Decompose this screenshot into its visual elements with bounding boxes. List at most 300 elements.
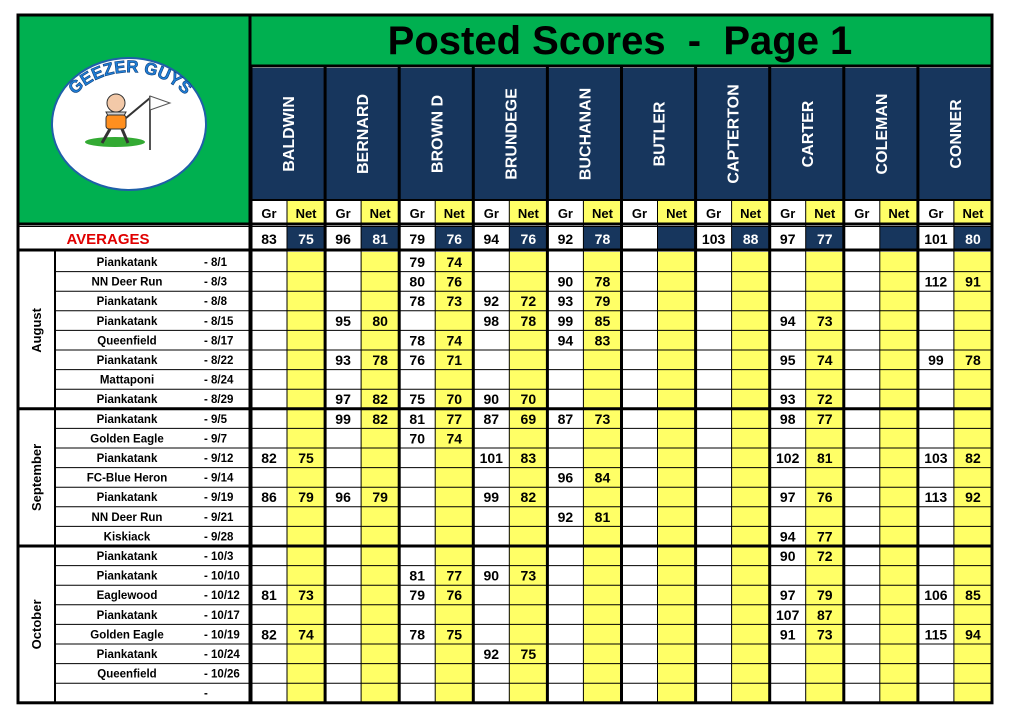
net-cell-bg <box>806 683 844 703</box>
net-cell-bg <box>287 350 325 370</box>
net-cell-bg <box>658 605 696 625</box>
course-name: Mattaponi <box>99 374 155 387</box>
course-name: Piankatank <box>96 492 158 505</box>
net-cell-bg <box>658 487 696 507</box>
avg-gross: 96 <box>335 231 351 247</box>
net-cell-bg <box>954 605 992 625</box>
course-name: NN Deer Run <box>91 276 163 289</box>
avg-net: 78 <box>594 231 611 247</box>
gross-score: 97 <box>335 391 351 408</box>
net-score: 76 <box>816 489 833 506</box>
course-name: Piankatank <box>96 570 158 583</box>
avg-net-bg <box>880 227 918 249</box>
net-cell-bg <box>954 507 992 527</box>
gross-score: 90 <box>483 567 500 584</box>
net-score: 84 <box>594 469 611 486</box>
course-name: Piankatank <box>96 257 158 269</box>
net-cell-bg <box>658 252 696 272</box>
round-date: - 8/22 <box>204 355 234 367</box>
round-date: - 8/8 <box>204 296 228 309</box>
player-name: CONNER <box>947 99 965 169</box>
net-cell-bg <box>583 370 621 390</box>
gross-score: 81 <box>409 567 425 584</box>
net-cell-bg <box>880 507 918 527</box>
course-name: NN Deer Run <box>91 511 163 524</box>
round-date: - 10/17 <box>204 609 240 622</box>
round-date: - 8/15 <box>204 315 234 328</box>
gross-score: 94 <box>779 312 796 329</box>
net-cell-bg <box>583 526 621 546</box>
net-cell-bg <box>287 389 325 409</box>
gross-score: 87 <box>557 410 574 427</box>
net-score: 71 <box>446 352 463 368</box>
net-cell-bg <box>361 428 399 448</box>
net-cell-bg <box>658 683 696 703</box>
net-cell-bg <box>806 507 844 527</box>
net-cell-bg <box>509 252 547 272</box>
gross-header: Gr <box>854 206 870 221</box>
player-name: BERNARD <box>355 94 373 174</box>
gross-score: 95 <box>335 312 351 329</box>
net-cell-bg <box>880 644 918 664</box>
net-header: Net <box>666 206 688 221</box>
net-cell-bg <box>361 585 399 605</box>
net-cell-bg <box>732 644 770 664</box>
gross-score: 94 <box>779 528 796 545</box>
gross-score: 78 <box>409 626 425 643</box>
net-cell-bg <box>806 291 844 311</box>
avg-gross: 83 <box>261 231 277 247</box>
course-name: FC-Blue Heron <box>86 472 168 485</box>
net-cell-bg <box>806 272 844 292</box>
round-date: - 10/26 <box>204 668 240 681</box>
net-cell-bg <box>658 409 696 429</box>
course-name: Piankatank <box>96 609 158 622</box>
net-score: 87 <box>816 606 833 623</box>
net-cell-bg <box>880 546 918 566</box>
net-cell-bg <box>732 350 770 370</box>
net-cell-bg <box>287 252 325 272</box>
net-cell-bg <box>658 664 696 684</box>
net-cell-bg <box>509 468 547 488</box>
gross-score: 95 <box>779 352 796 368</box>
net-cell-bg <box>732 272 770 292</box>
net-cell-bg <box>658 311 696 331</box>
course-name: Piankatank <box>96 296 158 309</box>
player-name: BALDWIN <box>281 96 299 172</box>
net-score: 74 <box>298 626 314 643</box>
net-cell-bg <box>287 291 325 311</box>
net-cell-bg <box>435 546 473 566</box>
net-score: 75 <box>298 450 314 466</box>
net-cell-bg <box>287 507 325 527</box>
gross-score: 92 <box>483 293 500 310</box>
round-date: - 9/12 <box>204 453 234 465</box>
gross-score: 96 <box>557 469 574 486</box>
page-title: Posted Scores - Page 1 <box>387 19 853 63</box>
net-score: 74 <box>446 430 463 447</box>
net-cell-bg <box>583 252 621 272</box>
gross-header: Gr <box>928 206 944 221</box>
round-date: - 8/1 <box>204 257 228 269</box>
net-header: Net <box>443 206 465 221</box>
net-cell-bg <box>509 350 547 370</box>
round-date: - 9/5 <box>204 413 228 426</box>
net-score: 70 <box>446 391 463 408</box>
net-cell-bg <box>658 526 696 546</box>
net-cell-bg <box>880 389 918 409</box>
net-cell-bg <box>806 330 844 350</box>
net-header: Net <box>591 206 613 221</box>
net-cell-bg <box>435 507 473 527</box>
net-cell-bg <box>880 585 918 605</box>
net-cell-bg <box>435 311 473 331</box>
net-cell-bg <box>954 644 992 664</box>
gross-score: 82 <box>261 450 277 466</box>
net-cell-bg <box>954 370 992 390</box>
net-cell-bg <box>658 350 696 370</box>
avg-net: 80 <box>965 231 981 247</box>
net-score: 72 <box>520 293 537 310</box>
net-cell-bg <box>880 409 918 429</box>
net-cell-bg <box>732 566 770 586</box>
gross-score: 70 <box>409 430 425 447</box>
course-name: Golden Eagle <box>90 629 164 642</box>
net-header: Net <box>740 206 762 221</box>
course-name: Piankatank <box>96 551 158 563</box>
net-cell-bg <box>509 330 547 350</box>
geezer-guys-logo <box>52 57 206 190</box>
gross-score: 82 <box>261 626 277 643</box>
net-cell-bg <box>509 370 547 390</box>
gross-header: Gr <box>631 206 648 221</box>
gross-score: 112 <box>924 273 948 290</box>
net-cell-bg <box>509 624 547 644</box>
course-name: Piankatank <box>96 394 158 407</box>
round-date: - 10/10 <box>204 570 240 583</box>
net-cell-bg <box>287 526 325 546</box>
round-date: - 8/3 <box>204 276 228 289</box>
net-score: 91 <box>965 273 981 290</box>
net-cell-bg <box>435 526 473 546</box>
net-cell-bg <box>509 605 547 625</box>
net-score: 77 <box>816 528 833 545</box>
month-label: August <box>29 308 44 353</box>
gross-score: 86 <box>261 489 277 506</box>
gross-score: 75 <box>409 391 425 408</box>
avg-net: 88 <box>742 231 759 247</box>
gross-score: 90 <box>483 391 500 408</box>
net-cell-bg <box>880 311 918 331</box>
net-cell-bg <box>806 252 844 272</box>
net-cell-bg <box>658 389 696 409</box>
net-cell-bg <box>509 546 547 566</box>
gross-score: 76 <box>409 352 425 368</box>
course-name: Piankatank <box>96 413 158 426</box>
net-score: 73 <box>298 587 314 604</box>
net-score: 77 <box>446 410 463 427</box>
net-score: 73 <box>594 410 611 427</box>
course-name: Piankatank <box>96 315 158 328</box>
net-cell-bg <box>732 487 770 507</box>
net-cell-bg <box>583 624 621 644</box>
course-name: Piankatank <box>96 649 158 661</box>
net-cell-bg <box>509 664 547 684</box>
gross-score: 113 <box>924 489 948 506</box>
gross-header: Gr <box>335 206 351 221</box>
net-cell-bg <box>732 389 770 409</box>
net-cell-bg <box>287 409 325 429</box>
net-cell-bg <box>732 330 770 350</box>
net-cell-bg <box>583 389 621 409</box>
net-cell-bg <box>509 683 547 703</box>
net-cell-bg <box>806 370 844 390</box>
net-cell-bg <box>880 526 918 546</box>
net-cell-bg <box>954 291 992 311</box>
gross-score: 99 <box>483 489 500 506</box>
net-cell-bg <box>361 370 399 390</box>
round-date: - 8/29 <box>204 394 234 407</box>
net-cell-bg <box>954 409 992 429</box>
player-name: BUCHANAN <box>577 87 595 181</box>
gross-score: 98 <box>779 410 796 427</box>
net-cell-bg <box>509 526 547 546</box>
gross-score: 93 <box>779 391 796 408</box>
net-cell-bg <box>361 272 399 292</box>
course-name: Piankatank <box>96 453 158 465</box>
net-score: 79 <box>594 293 611 310</box>
net-cell-bg <box>880 350 918 370</box>
net-score: 70 <box>520 391 537 408</box>
gross-header: Gr <box>483 206 499 221</box>
net-cell-bg <box>732 409 770 429</box>
round-date: - 10/12 <box>204 590 240 603</box>
net-cell-bg <box>732 448 770 468</box>
net-cell-bg <box>732 605 770 625</box>
net-cell-bg <box>361 291 399 311</box>
round-date: - 9/28 <box>204 531 234 544</box>
net-cell-bg <box>954 330 992 350</box>
gross-score: 107 <box>776 606 800 623</box>
gross-score: 96 <box>335 489 351 506</box>
net-cell-bg <box>658 330 696 350</box>
net-score: 78 <box>594 273 611 290</box>
round-date: - <box>204 688 208 701</box>
net-cell-bg <box>954 252 992 272</box>
net-score: 81 <box>816 450 833 466</box>
net-cell-bg <box>361 664 399 684</box>
net-header: Net <box>295 206 317 221</box>
player-name: BRUNDEGE <box>503 88 521 180</box>
net-score: 83 <box>594 332 611 349</box>
net-cell-bg <box>287 566 325 586</box>
net-cell-bg <box>658 468 696 488</box>
net-cell-bg <box>880 291 918 311</box>
net-header: Net <box>517 206 539 221</box>
gross-score: 81 <box>261 587 277 604</box>
gross-score: 90 <box>779 548 796 564</box>
gross-score: 99 <box>335 410 351 427</box>
player-name: CARTER <box>799 100 817 168</box>
net-cell-bg <box>880 605 918 625</box>
player-name: BROWN D <box>429 94 447 174</box>
net-score: 75 <box>446 626 463 643</box>
net-cell-bg <box>880 252 918 272</box>
net-cell-bg <box>361 546 399 566</box>
net-cell-bg <box>880 428 918 448</box>
avg-gross: 101 <box>924 231 948 247</box>
net-cell-bg <box>509 272 547 292</box>
net-cell-bg <box>880 370 918 390</box>
net-cell-bg <box>509 428 547 448</box>
net-cell-bg <box>732 585 770 605</box>
net-score: 72 <box>816 548 833 564</box>
gross-score: 115 <box>924 626 948 643</box>
net-cell-bg <box>880 664 918 684</box>
net-cell-bg <box>287 311 325 331</box>
net-cell-bg <box>287 468 325 488</box>
gross-score: 90 <box>557 273 574 290</box>
gross-score: 93 <box>335 352 351 368</box>
avg-gross: 92 <box>557 231 574 247</box>
net-cell-bg <box>658 448 696 468</box>
gross-score: 97 <box>779 587 796 604</box>
net-cell-bg <box>361 683 399 703</box>
gross-score: 87 <box>483 410 500 427</box>
net-cell-bg <box>732 311 770 331</box>
net-cell-bg <box>880 272 918 292</box>
net-cell-bg <box>732 468 770 488</box>
avg-gross: 94 <box>483 231 500 247</box>
net-cell-bg <box>732 507 770 527</box>
net-cell-bg <box>658 428 696 448</box>
gross-score: 92 <box>483 646 500 662</box>
net-cell-bg <box>583 664 621 684</box>
net-score: 76 <box>446 273 463 290</box>
net-score: 77 <box>816 410 833 427</box>
net-score: 92 <box>965 489 981 506</box>
net-cell-bg <box>583 644 621 664</box>
net-cell-bg <box>732 546 770 566</box>
net-cell-bg <box>658 566 696 586</box>
avg-net-bg <box>658 227 696 249</box>
course-name: Kiskiack <box>103 531 151 544</box>
net-cell-bg <box>361 252 399 272</box>
net-cell-bg <box>509 507 547 527</box>
gross-header: Gr <box>780 206 796 221</box>
net-cell-bg <box>583 487 621 507</box>
net-score: 74 <box>816 352 833 368</box>
gross-header: Gr <box>409 206 425 221</box>
net-cell-bg <box>880 448 918 468</box>
gross-score: 81 <box>409 410 425 427</box>
net-cell-bg <box>361 644 399 664</box>
net-cell-bg <box>732 291 770 311</box>
net-cell-bg <box>954 683 992 703</box>
gross-score: 94 <box>557 332 574 349</box>
gross-score: 102 <box>776 450 800 466</box>
net-cell-bg <box>806 468 844 488</box>
net-cell-bg <box>435 487 473 507</box>
net-cell-bg <box>658 291 696 311</box>
net-score: 82 <box>372 410 388 427</box>
gross-score: 78 <box>409 293 425 310</box>
gross-header: Gr <box>706 206 722 221</box>
net-cell-bg <box>435 370 473 390</box>
gross-header: Gr <box>557 206 573 221</box>
net-score: 79 <box>372 489 388 506</box>
net-score: 82 <box>372 391 388 408</box>
net-score: 73 <box>520 567 537 584</box>
net-cell-bg <box>287 683 325 703</box>
net-cell-bg <box>435 605 473 625</box>
round-date: - 10/3 <box>204 551 234 563</box>
net-cell-bg <box>435 468 473 488</box>
net-score: 85 <box>594 312 611 329</box>
gross-score: 79 <box>409 587 425 604</box>
net-cell-bg <box>361 468 399 488</box>
net-cell-bg <box>954 428 992 448</box>
avg-net: 81 <box>372 231 388 247</box>
gross-score: 79 <box>409 254 425 270</box>
net-header: Net <box>814 206 836 221</box>
net-score: 74 <box>446 332 463 349</box>
net-score: 78 <box>965 352 981 368</box>
net-cell-bg <box>583 428 621 448</box>
avg-gross: 97 <box>779 231 796 247</box>
gross-score: 106 <box>924 587 948 604</box>
round-date: - 8/24 <box>204 374 234 387</box>
net-cell-bg <box>287 330 325 350</box>
gross-header: Gr <box>261 206 277 221</box>
net-score: 74 <box>446 254 463 270</box>
avg-net: 76 <box>520 231 537 247</box>
avg-net: 75 <box>298 231 314 247</box>
net-cell-bg <box>732 683 770 703</box>
course-name: Golden Eagle <box>90 433 164 446</box>
course-name: Queenfield <box>97 668 157 681</box>
net-cell-bg <box>954 546 992 566</box>
net-score: 79 <box>816 587 833 604</box>
net-cell-bg <box>361 448 399 468</box>
net-score: 78 <box>372 352 388 368</box>
net-cell-bg <box>361 624 399 644</box>
net-cell-bg <box>880 487 918 507</box>
gross-score: 98 <box>483 312 500 329</box>
net-cell-bg <box>954 389 992 409</box>
net-cell-bg <box>658 507 696 527</box>
net-score: 73 <box>816 626 833 643</box>
net-cell-bg <box>583 683 621 703</box>
round-date: - 9/21 <box>204 511 234 524</box>
net-score: 83 <box>520 450 537 466</box>
net-cell-bg <box>954 566 992 586</box>
net-cell-bg <box>287 546 325 566</box>
net-cell-bg <box>583 566 621 586</box>
net-cell-bg <box>880 468 918 488</box>
net-score: 82 <box>520 489 537 506</box>
net-cell-bg <box>880 330 918 350</box>
net-score: 69 <box>520 410 537 427</box>
gross-score: 91 <box>779 626 796 643</box>
net-cell-bg <box>435 683 473 703</box>
net-cell-bg <box>361 566 399 586</box>
net-header: Net <box>962 206 984 221</box>
net-score: 76 <box>446 587 463 604</box>
net-cell-bg <box>509 585 547 605</box>
avg-net: 76 <box>446 231 463 247</box>
player-name: COLEMAN <box>873 93 891 175</box>
